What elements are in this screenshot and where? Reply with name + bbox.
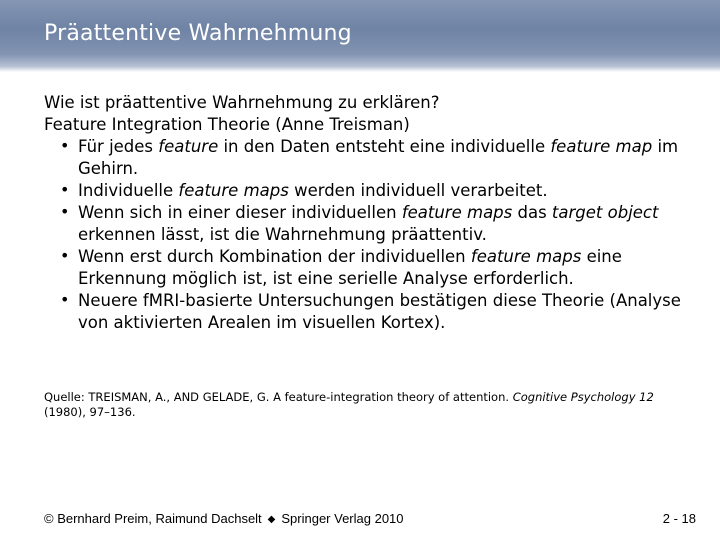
citation-details: (1980), 97–136. [44, 405, 136, 419]
bullet-icon: • [60, 180, 70, 199]
page-number: 2 - 18 [662, 511, 696, 526]
bullet-text: im Gehirn. [78, 137, 679, 178]
source-citation [44, 390, 684, 420]
bullet-icon: • [60, 246, 70, 265]
footer-publisher: Springer Verlag 2010 [281, 511, 404, 526]
bullet-item [44, 202, 684, 246]
bullet-emphasis: feature maps [470, 247, 582, 266]
bullet-text: Für jedes [78, 137, 159, 156]
bullet-text: Neuere fMRI-basierte Untersuchungen bestätigen diese Theorie (Analyse von aktivierten Arealen im visuellen Kortex). [78, 291, 681, 332]
bullet-text: werden individuell verarbeitet. [288, 181, 548, 200]
bullet-icon: • [60, 202, 70, 221]
bullet-text: Wenn erst durch Kombination der individuellen [78, 247, 471, 266]
bullet-icon: • [60, 136, 70, 155]
slide-body [44, 92, 684, 334]
bullet-text: das [512, 203, 552, 222]
bullet-item [44, 180, 684, 202]
diamond-separator-icon: ◆ [267, 514, 276, 525]
bullet-emphasis: feature [158, 137, 219, 156]
bullet-list [44, 136, 684, 334]
bullet-item [44, 136, 684, 180]
slide-title: Präattentive Wahrnehmung [44, 21, 352, 46]
bullet-emphasis: feature maps [401, 203, 513, 222]
footer-credits [44, 511, 404, 526]
slide-header [0, 0, 720, 72]
theory-line: Feature Integration Theorie (Anne Treisman) [44, 115, 410, 134]
bullet-emphasis: feature map [550, 137, 653, 156]
bullet-text: erkennen lässt, ist die Wahrnehmung präattentiv. [78, 225, 487, 244]
question-line: Wie ist präattentive Wahrnehmung zu erklären? [44, 93, 440, 112]
bullet-text: Wenn sich in einer dieser individuellen [78, 203, 402, 222]
bullet-text: in den Daten entsteht eine individuelle [218, 137, 551, 156]
bullet-text: eine Erkennung möglich ist, ist eine serielle Analyse erforderlich. [78, 247, 622, 288]
bullet-text: Individuelle [78, 181, 179, 200]
citation-text: Quelle: TREISMAN, A., AND GELADE, G. A feature-integration theory of attention. [44, 390, 513, 404]
bullet-icon: • [60, 290, 70, 309]
footer-authors: © Bernhard Preim, Raimund Dachselt [44, 511, 262, 526]
bullet-emphasis: target object [551, 203, 659, 222]
citation-journal: Cognitive Psychology 12 [512, 390, 654, 404]
bullet-item [44, 290, 684, 334]
bullet-emphasis: feature maps [178, 181, 289, 200]
bullet-item [44, 246, 684, 290]
